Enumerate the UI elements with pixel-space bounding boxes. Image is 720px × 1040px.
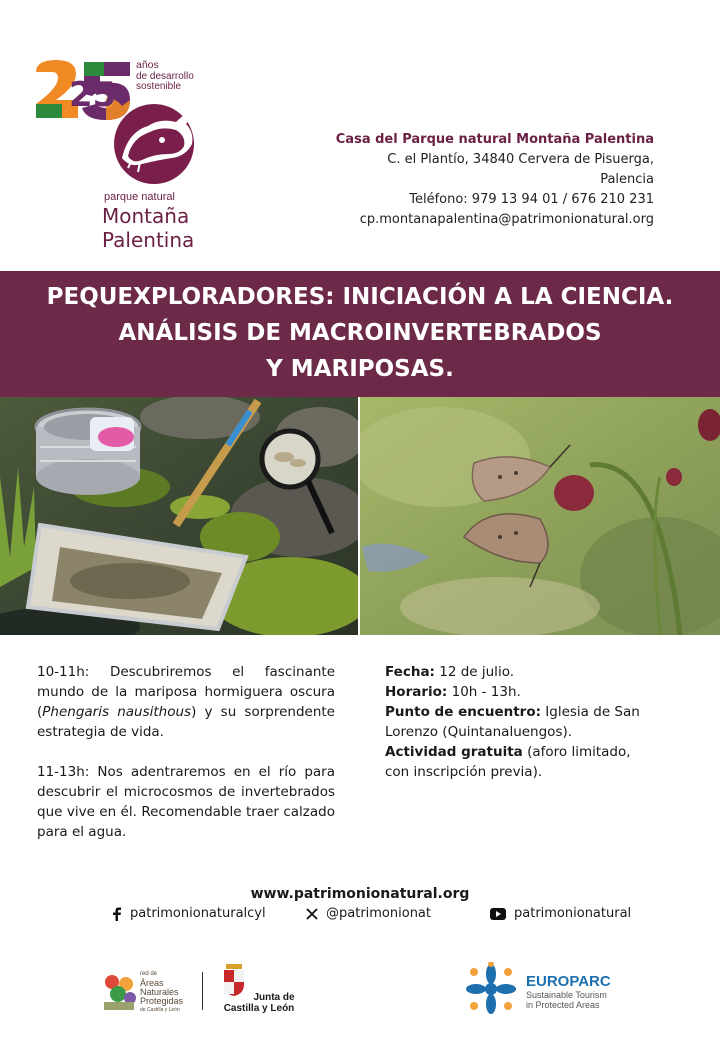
- facebook-icon: [112, 907, 122, 921]
- website-link[interactable]: www.patrimonionatural.org: [250, 886, 470, 902]
- logo-tagline-1: años: [136, 59, 159, 71]
- institution-logos: [100, 962, 320, 1018]
- program-text-1b: ) y su sorprendente estrategia de vida.: [37, 704, 335, 740]
- detail-schedule: [385, 682, 655, 702]
- logo-number: 25: [69, 75, 117, 115]
- venue-city: Palencia: [600, 172, 654, 187]
- venue-phone: Teléfono: 979 13 94 01 / 676 210 231: [409, 192, 654, 207]
- logo-park-label: parque natural: [104, 191, 175, 203]
- schedule-value: 10h - 13h.: [447, 684, 521, 700]
- free-activity-label: Actividad gratuita: [385, 744, 523, 760]
- meeting-point-label: Punto de encuentro:: [385, 704, 541, 720]
- species-name: Phengaris nausithous: [42, 704, 192, 720]
- program-paragraph-2: 11-13h: Nos adentraremos en el río para descubrir el microcosmos de invertebrados que vive en él. Recomendable traer calzado para el agua.: [37, 764, 335, 840]
- meeting-point-value: Iglesia de San Lorenzo (Quintanaluengos).: [385, 704, 640, 740]
- youtube-link[interactable]: [490, 906, 631, 921]
- logo-tagline-3: sostenible: [136, 81, 182, 92]
- junta-line-1: Junta de: [253, 992, 295, 1003]
- youtube-icon: [490, 908, 506, 920]
- program-time-1: 10-11h:: [37, 664, 90, 680]
- chamois-emblem-icon: [102, 88, 202, 188]
- ren-line-3: Protegidas: [140, 996, 184, 1006]
- europarc-sub-1: Sustainable Tourism: [526, 990, 607, 1000]
- title-line-1: PEQUEXPLORADORES: INICIACIÓN A LA CIENCIA.: [46, 284, 674, 310]
- youtube-handle: patrimonionatural: [514, 906, 632, 921]
- program-description: [37, 662, 335, 862]
- detail-date: [385, 662, 655, 682]
- ren-line-4: de Castilla y León: [140, 1007, 180, 1013]
- program-paragraph-1: [37, 662, 335, 742]
- x-link[interactable]: [306, 906, 431, 921]
- x-handle: @patrimonionat: [326, 906, 431, 921]
- date-value: 12 de julio.: [434, 664, 515, 680]
- europarc-star-icon: [462, 962, 520, 1016]
- ren-line-2: Naturales: [140, 987, 179, 997]
- event-title-band: [0, 271, 720, 397]
- title-line-3: Y MARIPOSAS.: [266, 356, 454, 382]
- title-line-2: ANÁLISIS DE MACROINVERTEBRADOS: [118, 320, 602, 346]
- event-details: [385, 662, 655, 782]
- schedule-label: Horario:: [385, 684, 448, 700]
- protected-areas-network-icon: [102, 972, 138, 1012]
- junta-line-2: Castilla y León: [223, 1003, 295, 1014]
- europarc-logo: [462, 962, 662, 1018]
- photo-macroinvertebrate-equipment: [0, 397, 358, 635]
- detail-free-activity: [385, 742, 655, 782]
- x-logo-icon: [306, 908, 318, 920]
- free-activity-value: (aforo limitado, con inscripción previa).: [385, 744, 631, 780]
- date-label: Fecha:: [385, 664, 435, 680]
- detail-meeting-point: [385, 702, 655, 742]
- logo-divider: [202, 972, 203, 1010]
- facebook-handle: patrimonionaturalcyl: [130, 906, 266, 921]
- venue-email[interactable]: cp.montanapalentina@patrimonionatural.org: [359, 212, 654, 227]
- ren-line-1: Áreas: [140, 978, 164, 988]
- venue-street: C. el Plantío, 34840 Cervera de Pisuerga,: [387, 152, 654, 167]
- europarc-sub-2: in Protected Areas: [526, 1000, 600, 1010]
- facebook-link[interactable]: [112, 906, 266, 921]
- contact-address: [336, 130, 654, 230]
- logo-tagline-2: de desarrollo: [136, 71, 194, 82]
- program-text-1a: Descubriremos el fascinante mundo de la mariposa hormiguera oscura (: [37, 664, 335, 720]
- europarc-name: EUROPARC: [526, 973, 611, 990]
- photo-butterflies: [360, 397, 720, 635]
- logo-park-name: Montaña Palentina: [102, 204, 195, 252]
- ren-small-label: red de: [140, 971, 158, 977]
- venue-name: Casa del Parque natural Montaña Palentina: [335, 132, 654, 147]
- park-logo: [34, 58, 284, 252]
